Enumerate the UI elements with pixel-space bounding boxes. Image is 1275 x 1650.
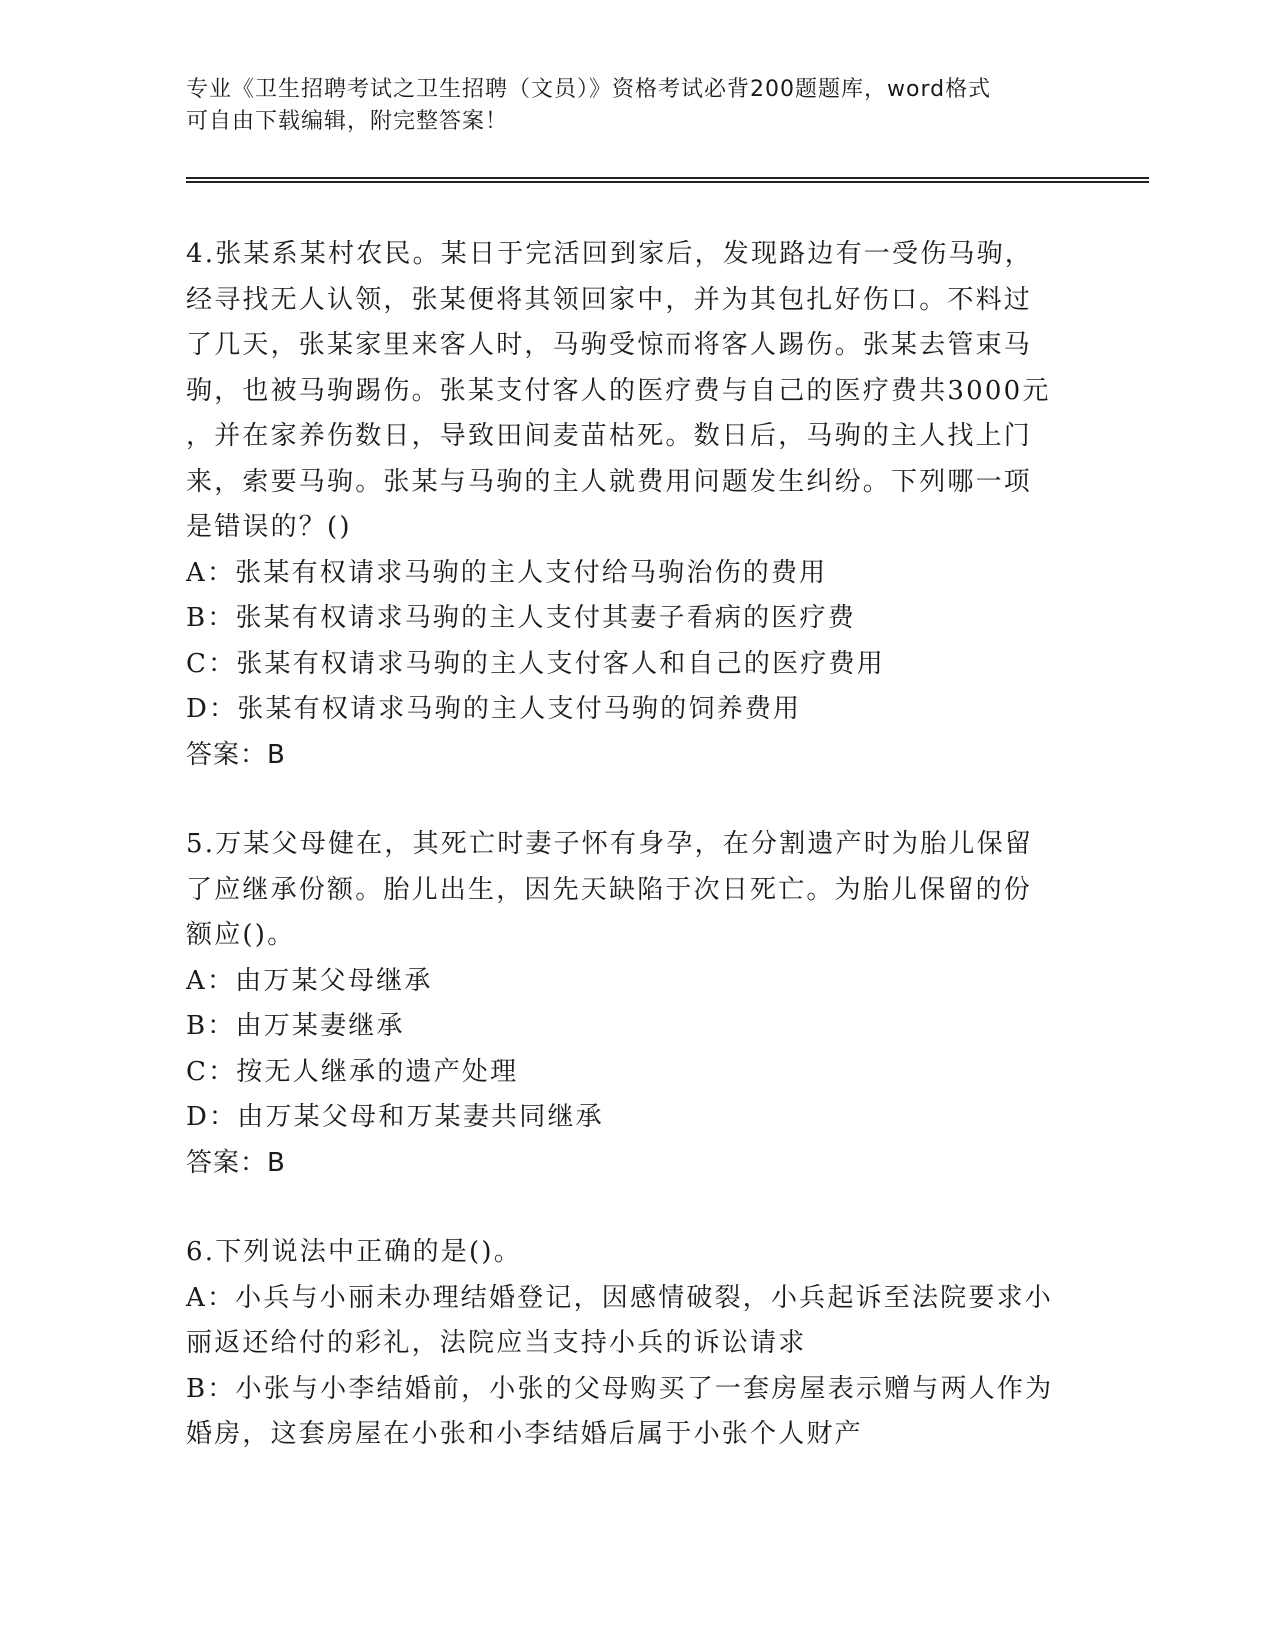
- option-a: A：张某有权请求马驹的主人支付给马驹治伤的费用: [186, 557, 828, 588]
- option-d: D：张某有权请求马驹的主人支付马驹的饲养费用: [186, 694, 802, 724]
- document-header: [186, 74, 1076, 138]
- header-line-1: 专业《卫生招聘考试之卫生招聘（文员）》资格考试必背200题题库，word格式: [186, 77, 992, 102]
- option-a: A：由万某父母继承: [186, 965, 433, 996]
- header-divider: [186, 177, 1149, 183]
- question-stem-line: 来，索要马驹。张某与马驹的主人就费用问题发生纠纷。下列哪一项: [186, 466, 1033, 497]
- question-list: [186, 232, 1076, 1502]
- option-b: B：张某有权请求马驹的主人支付其妻子看病的医疗费: [186, 603, 856, 633]
- question-stem-line: ，并在家养伤数日，导致田间麦苗枯死。数日后，马驹的主人找上门: [186, 421, 1033, 451]
- option-a-continued: 丽返还给付的彩礼，法院应当支持小兵的诉讼请求: [186, 1328, 807, 1358]
- option-c: C：按无人继承的遗产处理: [186, 1056, 519, 1087]
- header-line-2: 可自由下载编辑，附完整答案！: [186, 109, 509, 134]
- question-6: [186, 1230, 1076, 1458]
- option-b-continued: 婚房，这套房屋在小张和小李结婚后属于小张个人财产: [186, 1419, 863, 1449]
- question-stem-line: 是错误的？(): [186, 512, 352, 542]
- question-stem-line: 额应()。: [186, 920, 296, 950]
- question-stem-line: 4.张某系某村农民。某日于完活回到家后，发现路边有一受伤马驹，: [186, 239, 1034, 269]
- question-stem-line: 经寻找无人认领，张某便将其领回家中，并为其包扎好伤口。不料过: [186, 284, 1033, 315]
- option-b: B：由万某妻继承: [186, 1011, 405, 1041]
- question-stem-line: 了几天，张某家里来客人时，马驹受惊而将客人踢伤。张某去管束马: [186, 330, 1033, 360]
- question-4: [186, 232, 1076, 778]
- option-b: B：小张与小李结婚前，小张的父母购买了一套房屋表示赠与两人作为: [186, 1373, 1054, 1404]
- question-stem-line: 了应继承份额。胎儿出生，因先天缺陷于次日死亡。为胎儿保留的份: [186, 874, 1033, 905]
- question-stem-line: 5.万某父母健在，其死亡时妻子怀有身孕，在分割遗产时为胎儿保留: [186, 829, 1034, 859]
- question-5: [186, 822, 1076, 1186]
- option-a: A：小兵与小丽未办理结婚登记，因感情破裂，小兵起诉至法院要求小: [186, 1282, 1053, 1313]
- option-d: D：由万某父母和万某妻共同继承: [186, 1102, 604, 1132]
- question-stem-line: 6.下列说法中正确的是()。: [186, 1237, 522, 1267]
- answer-label: 答案：B: [186, 1147, 286, 1178]
- option-c: C：张某有权请求马驹的主人支付客人和自己的医疗费用: [186, 648, 885, 679]
- question-stem-line: 驹，也被马驹踢伤。张某支付客人的医疗费与自己的医疗费共3000元: [186, 375, 1051, 406]
- answer-label: 答案：B: [186, 739, 286, 770]
